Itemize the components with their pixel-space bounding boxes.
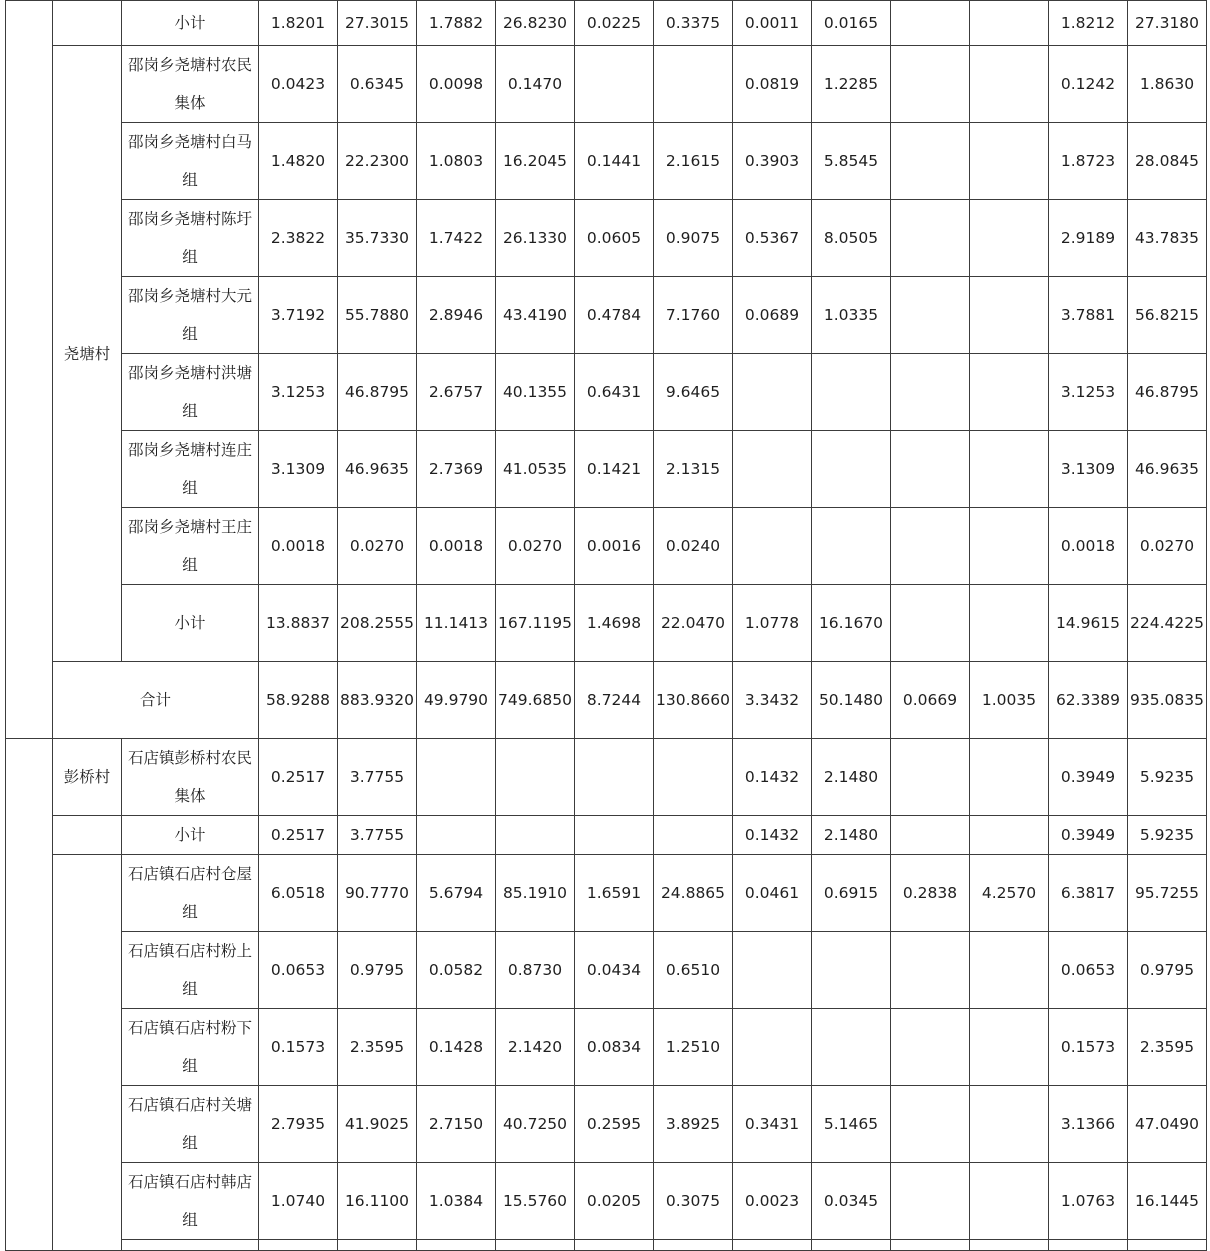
value-cell: 27.3015 bbox=[338, 1, 417, 46]
value-cell: 1.0035 bbox=[970, 662, 1049, 739]
value-cell: 8.0505 bbox=[812, 200, 891, 277]
value-cell: 9.6465 bbox=[654, 354, 733, 431]
value-cell: 13.8837 bbox=[259, 585, 338, 662]
value-cell: 1.8212 bbox=[1049, 1, 1128, 46]
unit-name: 邵岗乡尧塘村大元组 bbox=[122, 277, 259, 354]
value-cell: 1.8201 bbox=[259, 1, 338, 46]
value-cell: 3.7755 bbox=[338, 816, 417, 855]
value-cell bbox=[970, 1163, 1049, 1240]
unit-name: 石店镇石店村韩店组 bbox=[122, 1163, 259, 1240]
value-cell: 0.6915 bbox=[812, 855, 891, 932]
value-cell: 130.8660 bbox=[654, 662, 733, 739]
unit-name: 邵岗乡尧塘村洪塘组 bbox=[122, 354, 259, 431]
value-cell: 43.7835 bbox=[1128, 200, 1207, 277]
township-cell bbox=[6, 1, 53, 739]
value-cell: 4.2570 bbox=[970, 855, 1049, 932]
subtotal-row bbox=[6, 585, 1207, 662]
value-cell: 0.6510 bbox=[654, 932, 733, 1009]
village-cell bbox=[53, 1, 122, 46]
value-cell: 2.1615 bbox=[654, 123, 733, 200]
value-cell: 1.7882 bbox=[417, 1, 496, 46]
village-cell bbox=[53, 855, 122, 1251]
value-cell: 0.6345 bbox=[338, 46, 417, 123]
value-cell: 90.7770 bbox=[338, 855, 417, 932]
value-cell bbox=[812, 354, 891, 431]
value-cell: 43.4190 bbox=[496, 277, 575, 354]
value-cell: 0.9075 bbox=[654, 200, 733, 277]
value-cell bbox=[891, 431, 970, 508]
value-cell: 46.9635 bbox=[338, 431, 417, 508]
unit-name: 石店镇石店村仓屋组 bbox=[122, 855, 259, 932]
value-cell: 0.0819 bbox=[733, 46, 812, 123]
value-cell bbox=[575, 46, 654, 123]
value-cell: 24.8865 bbox=[654, 855, 733, 932]
value-cell: 3.7755 bbox=[338, 739, 417, 816]
value-cell bbox=[970, 1009, 1049, 1086]
value-cell bbox=[970, 123, 1049, 200]
value-cell: 0.0834 bbox=[575, 1009, 654, 1086]
value-cell: 0.2517 bbox=[259, 739, 338, 816]
value-cell: 0.1421 bbox=[575, 431, 654, 508]
value-cell: 5.1465 bbox=[812, 1086, 891, 1163]
value-cell: 5.8545 bbox=[812, 123, 891, 200]
value-cell bbox=[733, 431, 812, 508]
table-row bbox=[6, 932, 1207, 1009]
subtotal-label: 小计 bbox=[122, 1, 259, 46]
value-cell: 0.3949 bbox=[1049, 739, 1128, 816]
value-cell: 0.0011 bbox=[733, 1, 812, 46]
value-cell: 27.3180 bbox=[1128, 1, 1207, 46]
value-cell bbox=[733, 354, 812, 431]
value-cell bbox=[970, 1, 1049, 46]
value-cell: 16.1670 bbox=[812, 585, 891, 662]
value-cell: 0.0605 bbox=[575, 200, 654, 277]
value-cell bbox=[970, 585, 1049, 662]
value-cell: 0.0345 bbox=[812, 1163, 891, 1240]
value-cell: 0.0689 bbox=[733, 277, 812, 354]
value-cell: 0.0098 bbox=[417, 46, 496, 123]
value-cell: 2.3595 bbox=[338, 1009, 417, 1086]
table-row bbox=[6, 508, 1207, 585]
value-cell: 0.1470 bbox=[496, 46, 575, 123]
value-cell: 0.0205 bbox=[575, 1163, 654, 1240]
unit-name: 石店镇石店村粉下组 bbox=[122, 1009, 259, 1086]
value-cell: 1.0384 bbox=[417, 1163, 496, 1240]
value-cell: 3.1253 bbox=[1049, 354, 1128, 431]
value-cell: 0.0434 bbox=[575, 932, 654, 1009]
value-cell bbox=[891, 739, 970, 816]
value-cell: 2.7150 bbox=[417, 1086, 496, 1163]
value-cell: 40.1355 bbox=[496, 354, 575, 431]
value-cell bbox=[575, 816, 654, 855]
value-cell bbox=[891, 277, 970, 354]
value-cell: 2.1420 bbox=[496, 1009, 575, 1086]
value-cell: 0.0270 bbox=[496, 508, 575, 585]
unit-name: 邵岗乡尧塘村陈圩组 bbox=[122, 200, 259, 277]
value-cell: 2.7369 bbox=[417, 431, 496, 508]
value-cell bbox=[970, 739, 1049, 816]
value-cell bbox=[891, 816, 970, 855]
value-cell bbox=[970, 508, 1049, 585]
table-row bbox=[6, 277, 1207, 354]
village-cell bbox=[53, 816, 122, 855]
unit-name: 石店镇石店村关塘组 bbox=[122, 1086, 259, 1163]
value-cell bbox=[891, 1009, 970, 1086]
value-cell: 0.3431 bbox=[733, 1086, 812, 1163]
unit-name: 邵岗乡尧塘村白马组 bbox=[122, 123, 259, 200]
value-cell: 0.2838 bbox=[891, 855, 970, 932]
table-row bbox=[6, 354, 1207, 431]
value-cell: 1.7422 bbox=[417, 200, 496, 277]
value-cell: 5.9235 bbox=[1128, 816, 1207, 855]
value-cell: 2.7935 bbox=[259, 1086, 338, 1163]
value-cell: 0.3949 bbox=[1049, 816, 1128, 855]
value-cell: 0.0018 bbox=[259, 508, 338, 585]
value-cell bbox=[891, 200, 970, 277]
value-cell: 0.0018 bbox=[1049, 508, 1128, 585]
value-cell bbox=[970, 354, 1049, 431]
total-label: 合计 bbox=[53, 662, 259, 739]
value-cell: 0.1428 bbox=[417, 1009, 496, 1086]
value-cell: 5.6794 bbox=[417, 855, 496, 932]
value-cell: 0.8730 bbox=[496, 932, 575, 1009]
value-cell: 26.8230 bbox=[496, 1, 575, 46]
value-cell bbox=[812, 508, 891, 585]
value-cell: 3.8925 bbox=[654, 1086, 733, 1163]
value-cell: 3.7881 bbox=[1049, 277, 1128, 354]
value-cell: 6.3817 bbox=[1049, 855, 1128, 932]
value-cell: 2.8946 bbox=[417, 277, 496, 354]
value-cell: 0.9795 bbox=[1128, 932, 1207, 1009]
value-cell: 0.1573 bbox=[1049, 1009, 1128, 1086]
value-cell: 0.0165 bbox=[812, 1, 891, 46]
value-cell bbox=[733, 932, 812, 1009]
value-cell bbox=[970, 816, 1049, 855]
total-row bbox=[6, 662, 1207, 739]
value-cell: 3.3432 bbox=[733, 662, 812, 739]
subtotal-label: 小计 bbox=[122, 585, 259, 662]
value-cell: 0.5367 bbox=[733, 200, 812, 277]
value-cell: 0.0669 bbox=[891, 662, 970, 739]
value-cell bbox=[812, 932, 891, 1009]
value-cell: 55.7880 bbox=[338, 277, 417, 354]
value-cell: 1.2510 bbox=[654, 1009, 733, 1086]
value-cell: 0.1432 bbox=[733, 816, 812, 855]
table-row bbox=[6, 46, 1207, 123]
value-cell: 0.1573 bbox=[259, 1009, 338, 1086]
value-cell: 3.1366 bbox=[1049, 1086, 1128, 1163]
value-cell: 0.0582 bbox=[417, 932, 496, 1009]
value-cell: 46.9635 bbox=[1128, 431, 1207, 508]
value-cell: 46.8795 bbox=[338, 354, 417, 431]
value-cell: 1.0335 bbox=[812, 277, 891, 354]
value-cell: 7.1760 bbox=[654, 277, 733, 354]
value-cell: 0.3903 bbox=[733, 123, 812, 200]
value-cell bbox=[654, 739, 733, 816]
value-cell: 1.0778 bbox=[733, 585, 812, 662]
value-cell: 0.0270 bbox=[1128, 508, 1207, 585]
value-cell bbox=[891, 585, 970, 662]
value-cell bbox=[970, 932, 1049, 1009]
value-cell: 95.7255 bbox=[1128, 855, 1207, 932]
value-cell: 3.1253 bbox=[259, 354, 338, 431]
value-cell: 8.7244 bbox=[575, 662, 654, 739]
value-cell bbox=[891, 508, 970, 585]
value-cell: 2.9189 bbox=[1049, 200, 1128, 277]
value-cell: 1.8723 bbox=[1049, 123, 1128, 200]
value-cell: 1.0763 bbox=[1049, 1163, 1128, 1240]
value-cell: 50.1480 bbox=[812, 662, 891, 739]
value-cell bbox=[496, 816, 575, 855]
value-cell: 0.0653 bbox=[259, 932, 338, 1009]
value-cell bbox=[733, 508, 812, 585]
value-cell: 2.1480 bbox=[812, 816, 891, 855]
value-cell: 3.1309 bbox=[259, 431, 338, 508]
value-cell: 16.1445 bbox=[1128, 1163, 1207, 1240]
value-cell: 208.2555 bbox=[338, 585, 417, 662]
value-cell: 2.1315 bbox=[654, 431, 733, 508]
value-cell: 0.0225 bbox=[575, 1, 654, 46]
value-cell bbox=[891, 1, 970, 46]
value-cell: 0.0018 bbox=[417, 508, 496, 585]
unit-name: 石店镇彭桥村农民集体 bbox=[122, 739, 259, 816]
township-cell bbox=[6, 739, 53, 1251]
value-cell: 0.2595 bbox=[575, 1086, 654, 1163]
value-cell: 46.8795 bbox=[1128, 354, 1207, 431]
value-cell: 28.0845 bbox=[1128, 123, 1207, 200]
table-row bbox=[6, 1, 1207, 46]
value-cell bbox=[891, 46, 970, 123]
value-cell: 22.0470 bbox=[654, 585, 733, 662]
value-cell: 26.1330 bbox=[496, 200, 575, 277]
value-cell: 1.0803 bbox=[417, 123, 496, 200]
value-cell bbox=[654, 46, 733, 123]
value-cell bbox=[417, 816, 496, 855]
value-cell: 1.4698 bbox=[575, 585, 654, 662]
value-cell: 85.1910 bbox=[496, 855, 575, 932]
value-cell bbox=[970, 46, 1049, 123]
value-cell: 1.6591 bbox=[575, 855, 654, 932]
value-cell: 22.2300 bbox=[338, 123, 417, 200]
value-cell: 0.4784 bbox=[575, 277, 654, 354]
value-cell: 41.0535 bbox=[496, 431, 575, 508]
value-cell: 0.3075 bbox=[654, 1163, 733, 1240]
value-cell: 16.2045 bbox=[496, 123, 575, 200]
table-row bbox=[6, 1009, 1207, 1086]
subtotal-row bbox=[6, 816, 1207, 855]
value-cell: 224.4225 bbox=[1128, 585, 1207, 662]
value-cell: 41.9025 bbox=[338, 1086, 417, 1163]
value-cell bbox=[970, 277, 1049, 354]
table-row bbox=[6, 1086, 1207, 1163]
unit-name: 邵岗乡尧塘村农民集体 bbox=[122, 46, 259, 123]
land-data-table-page bbox=[5, 0, 1206, 1251]
value-cell bbox=[891, 932, 970, 1009]
table-row bbox=[6, 855, 1207, 932]
value-cell: 0.0653 bbox=[1049, 932, 1128, 1009]
value-cell: 883.9320 bbox=[338, 662, 417, 739]
value-cell: 0.0423 bbox=[259, 46, 338, 123]
value-cell: 2.3822 bbox=[259, 200, 338, 277]
value-cell: 1.4820 bbox=[259, 123, 338, 200]
value-cell: 935.0835 bbox=[1128, 662, 1207, 739]
value-cell: 0.9795 bbox=[338, 932, 417, 1009]
value-cell: 0.0023 bbox=[733, 1163, 812, 1240]
table-row bbox=[6, 123, 1207, 200]
table-row bbox=[6, 431, 1207, 508]
subtotal-label: 小计 bbox=[122, 816, 259, 855]
value-cell: 0.0270 bbox=[338, 508, 417, 585]
value-cell: 0.0461 bbox=[733, 855, 812, 932]
value-cell: 3.7192 bbox=[259, 277, 338, 354]
unit-name: 邵岗乡尧塘村王庄组 bbox=[122, 508, 259, 585]
value-cell: 1.2285 bbox=[812, 46, 891, 123]
value-cell bbox=[891, 1163, 970, 1240]
value-cell bbox=[575, 739, 654, 816]
value-cell bbox=[970, 200, 1049, 277]
value-cell bbox=[733, 1009, 812, 1086]
value-cell bbox=[891, 354, 970, 431]
value-cell: 16.1100 bbox=[338, 1163, 417, 1240]
value-cell: 0.6431 bbox=[575, 354, 654, 431]
value-cell: 3.1309 bbox=[1049, 431, 1128, 508]
value-cell: 15.5760 bbox=[496, 1163, 575, 1240]
value-cell: 40.7250 bbox=[496, 1086, 575, 1163]
value-cell bbox=[891, 123, 970, 200]
land-area-table bbox=[5, 0, 1207, 1251]
value-cell: 167.1195 bbox=[496, 585, 575, 662]
value-cell: 47.0490 bbox=[1128, 1086, 1207, 1163]
value-cell: 0.0240 bbox=[654, 508, 733, 585]
value-cell: 1.0740 bbox=[259, 1163, 338, 1240]
value-cell: 1.8630 bbox=[1128, 46, 1207, 123]
value-cell bbox=[812, 1009, 891, 1086]
value-cell: 2.3595 bbox=[1128, 1009, 1207, 1086]
value-cell: 6.0518 bbox=[259, 855, 338, 932]
value-cell: 14.9615 bbox=[1049, 585, 1128, 662]
value-cell: 5.9235 bbox=[1128, 739, 1207, 816]
value-cell bbox=[970, 431, 1049, 508]
unit-name: 石店镇石店村粉上组 bbox=[122, 932, 259, 1009]
table-row bbox=[6, 1163, 1207, 1240]
village-name: 尧塘村 bbox=[53, 46, 122, 662]
value-cell: 0.1441 bbox=[575, 123, 654, 200]
value-cell bbox=[970, 1086, 1049, 1163]
value-cell: 49.9790 bbox=[417, 662, 496, 739]
value-cell: 58.9288 bbox=[259, 662, 338, 739]
value-cell bbox=[417, 739, 496, 816]
value-cell: 62.3389 bbox=[1049, 662, 1128, 739]
village-name: 彭桥村 bbox=[53, 739, 122, 816]
table-row bbox=[6, 739, 1207, 816]
value-cell: 35.7330 bbox=[338, 200, 417, 277]
value-cell: 0.3375 bbox=[654, 1, 733, 46]
value-cell: 2.1480 bbox=[812, 739, 891, 816]
value-cell: 749.6850 bbox=[496, 662, 575, 739]
unit-name: 邵岗乡尧塘村连庄组 bbox=[122, 431, 259, 508]
value-cell bbox=[654, 816, 733, 855]
value-cell: 2.6757 bbox=[417, 354, 496, 431]
value-cell: 0.1432 bbox=[733, 739, 812, 816]
value-cell: 56.8215 bbox=[1128, 277, 1207, 354]
table-row bbox=[6, 200, 1207, 277]
value-cell: 0.0016 bbox=[575, 508, 654, 585]
value-cell bbox=[812, 431, 891, 508]
value-cell: 11.1413 bbox=[417, 585, 496, 662]
value-cell bbox=[891, 1086, 970, 1163]
value-cell: 0.1242 bbox=[1049, 46, 1128, 123]
value-cell: 0.2517 bbox=[259, 816, 338, 855]
value-cell bbox=[496, 739, 575, 816]
